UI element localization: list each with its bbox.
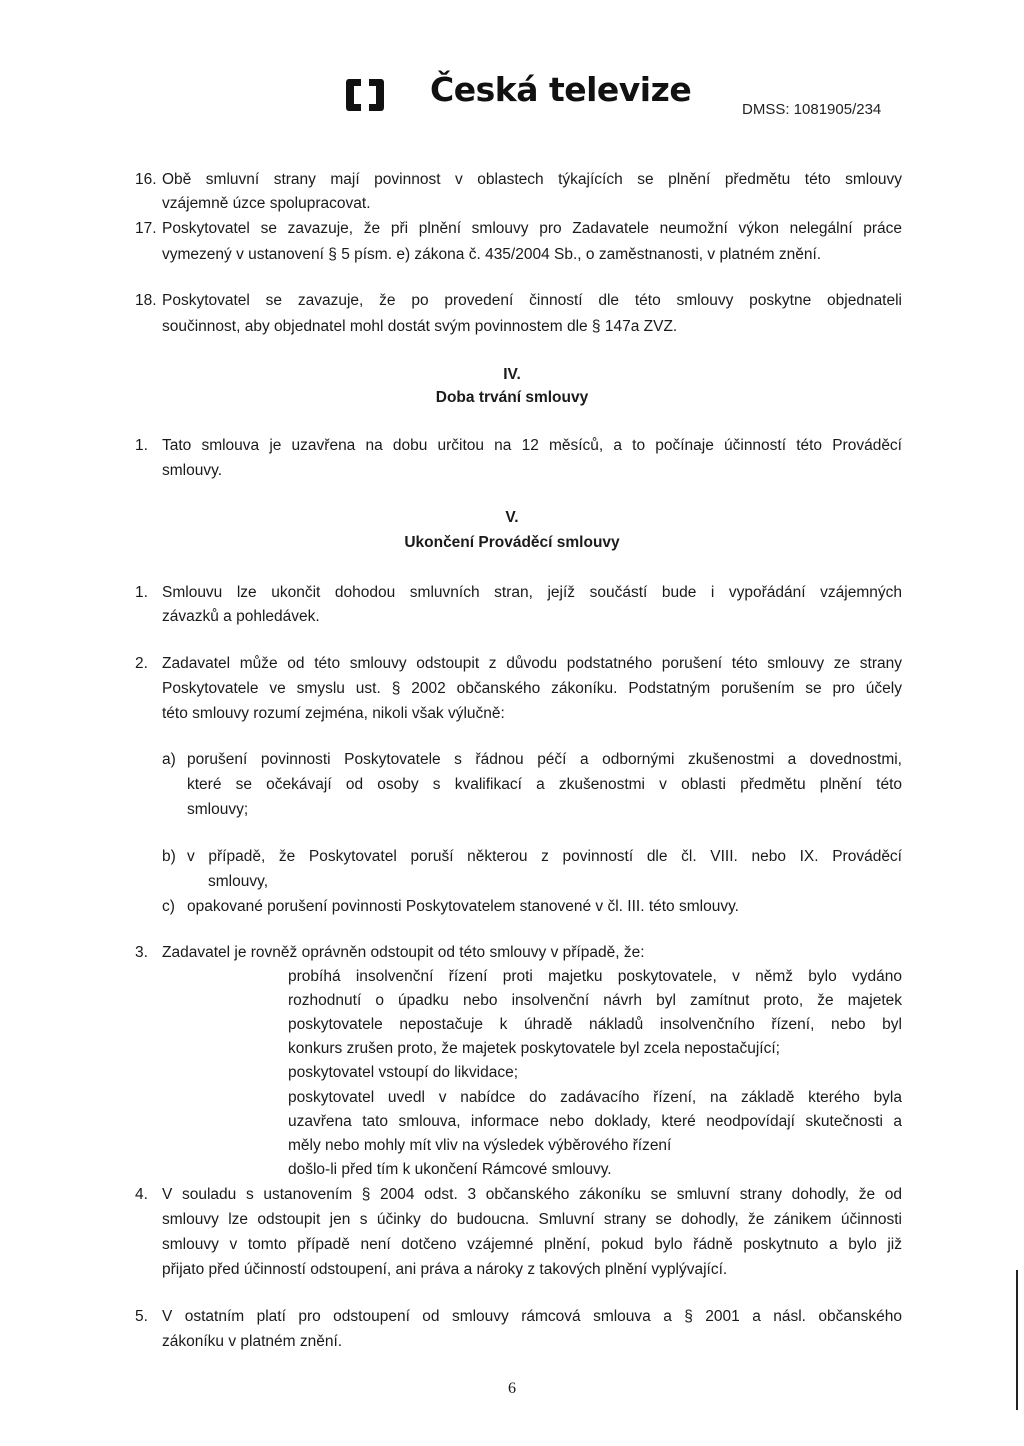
item-3-bullet-3-line-1: poskytovatel uvedl v nabídce do zadávacího řízení, na základě kterého byla (288, 1089, 902, 1106)
item-2a-line-2: které se očekávají od osoby s kvalifikací a zkušenostmi v oblasti předmětu plnění této (187, 776, 902, 793)
section-v-item-4-line-2: smlouvy lze odstoupit jen s účinky do budoucna. Smluvní strany se dohodly, že zánikem účinnosti (162, 1211, 902, 1228)
item-16-line-1: Obě smluvní strany mají povinnost v oblastech týkajících se plnění předmětu této smlouvy (162, 171, 902, 188)
item-2a-marker: a) (162, 751, 176, 768)
section-iv-item-1-number: 1. (135, 437, 148, 454)
item-2b-line-1: v případě, že Poskytovatel poruší některou z povinností dle čl. VIII. nebo IX. Prováděcí (187, 848, 902, 865)
section-v-item-4-line-4: přijato před účinností odstoupení, ani práva a nároky z takových plnění vyplývající. (162, 1261, 728, 1278)
item-3-bullet-1-line-3: poskytovatele nepostačuje k úhradě nákladů insolvenčního řízení, nebo byl (288, 1016, 902, 1033)
section-v-numeral: V. (505, 509, 519, 526)
item-18-line-2: součinnost, aby objednatel mohl dostát svým povinnostem dle § 147a ZVZ. (162, 318, 678, 335)
item-18-number: 18. (135, 292, 157, 309)
section-v-item-1-line-1: Smlouvu lze ukončit dohodou smluvních stran, jejíž součástí bude i vypořádání vzájemných (162, 584, 902, 601)
item-2b-line-2: smlouvy, (208, 873, 269, 890)
page-number: 6 (508, 1380, 516, 1397)
item-17-number: 17. (135, 220, 157, 237)
item-18-line-1: Poskytovatel se zavazuje, že po provedení činností dle této smlouvy poskytne objednateli (162, 292, 902, 309)
section-v-title: Ukončení Prováděcí smlouvy (404, 534, 620, 551)
item-2a-line-3: smlouvy; (187, 801, 249, 818)
section-v-item-4-line-1: V souladu s ustanovením § 2004 odst. 3 občanského zákoníku se smluvní strany dohodly, že od (162, 1186, 902, 1203)
section-iv-item-1-line-1: Tato smlouva je uzavřena na dobu určitou na 12 měsíců, a to počínaje účinností této Prováděcí (162, 437, 902, 454)
item-3-bullet-1-line-1: probíhá insolvenční řízení proti majetku poskytovatele, v němž bylo vydáno (288, 968, 902, 985)
item-2a-line-1: porušení povinnosti Poskytovatele s řádnou péčí a odbornými zkušenostmi a dovednostmi, (187, 751, 902, 768)
item-3-bullet-1-line-4: konkurs zrušen proto, že majetek poskytovatele byl zcela nepostačující; (288, 1040, 780, 1057)
item-3-bullet-1-line-2: rozhodnutí o úpadku nebo insolvenční návrh byl zamítnut proto, že majetek (288, 992, 902, 1009)
section-v-item-4-line-3: smlouvy v tomto případě není dotčeno vzájemné plnění, pokud bylo řádně poskytnuto a bylo již (162, 1236, 902, 1253)
section-iv-item-1-line-2: smlouvy. (162, 462, 223, 479)
scan-edge-mark (1016, 1270, 1018, 1410)
section-v-item-3-number: 3. (135, 944, 148, 961)
section-v-item-2-number: 2. (135, 655, 148, 672)
brand-name: Česká televize (430, 70, 692, 109)
section-v-item-2-line-3: této smlouvy rozumí zejména, nikoli však výlučně: (162, 705, 505, 722)
section-v-item-5-line-2: zákoníku v platném znění. (162, 1333, 343, 1350)
item-3-bullet-4-line-1: došlo-li před tím k ukončení Rámcové smlouvy. (288, 1161, 612, 1178)
section-v-item-2-line-2: Poskytovatele ve smyslu ust. § 2002 občanského zákoníku. Podstatným porušením se pro účely (162, 680, 902, 697)
item-17-line-2: vymezený v ustanovení § 5 písm. e) zákona č. 435/2004 Sb., o zaměstnanosti, v platném znění. (162, 246, 822, 263)
section-v-item-3-intro: Zadavatel je rovněž oprávněn odstoupit od této smlouvy v případě, že: (162, 944, 645, 961)
section-v-item-1-number: 1. (135, 584, 148, 601)
section-v-item-5-number: 5. (135, 1308, 148, 1325)
item-2c-line-1: opakované porušení povinnosti Poskytovatelem stanovené v čl. III. této smlouvy. (187, 898, 739, 915)
section-v-item-2-line-1: Zadavatel může od této smlouvy odstoupit z důvodu podstatného porušení této smlouvy ze strany (162, 655, 902, 672)
section-v-item-4-number: 4. (135, 1186, 148, 1203)
item-16-line-2: vzájemně úzce spolupracovat. (162, 195, 371, 212)
item-2b-marker: b) (162, 848, 176, 865)
section-iv-title: Doba trvání smlouvy (435, 389, 589, 406)
section-v-item-1-line-2: závazků a pohledávek. (162, 608, 320, 625)
item-17-line-1: Poskytovatel se zavazuje, že při plnění smlouvy pro Zadavatele neumožní výkon nelegální práce (162, 220, 902, 237)
section-v-item-5-line-1: V ostatním platí pro odstoupení od smlouvy rámcová smlouva a § 2001 a násl. občanského (162, 1308, 902, 1325)
item-3-bullet-3-line-3: měly nebo mohly mít vliv na výsledek výběrového řízení (288, 1137, 672, 1154)
item-2c-marker: c) (162, 898, 175, 915)
section-iv-numeral: IV. (503, 366, 521, 383)
item-3-bullet-2-line-1: poskytovatel vstoupí do likvidace; (288, 1064, 519, 1081)
item-3-bullet-3-line-2: uzavřena tato smlouva, informace nebo doklady, které neodpovídají skutečnosti a (288, 1113, 902, 1130)
document-id: DMSS: 1081905/234 (742, 101, 882, 118)
ceska-televize-logo-icon (345, 77, 419, 113)
item-16-number: 16. (135, 171, 157, 188)
